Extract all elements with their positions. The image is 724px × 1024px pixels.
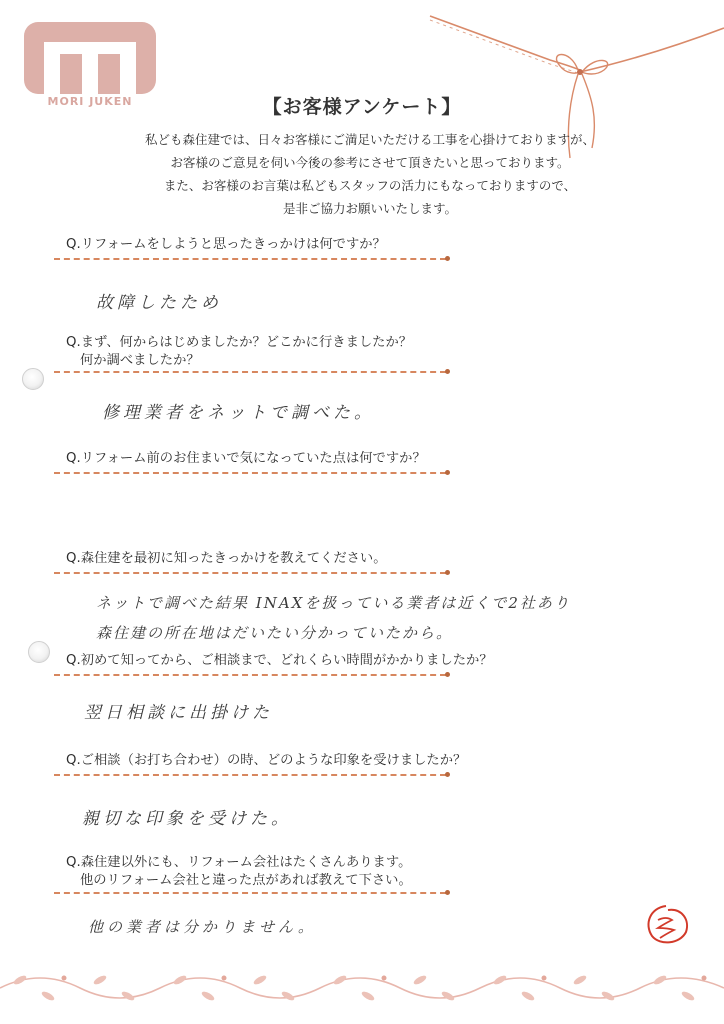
question-7	[66, 854, 496, 890]
dashed-divider	[54, 674, 446, 676]
dashed-divider	[54, 572, 446, 574]
logo-m-icon	[24, 22, 156, 94]
question-text-line2: 他のリフォーム会社と違った点があれば教えて下さい。	[80, 873, 412, 888]
page-title: 【お客様アンケート】	[262, 96, 462, 118]
answer-6: 親切な印象を受けた。	[82, 809, 292, 829]
question-text-line2: 何か調べましたか？	[80, 353, 200, 368]
punch-hole-icon	[22, 368, 44, 390]
logo-text: MORI JUKEN	[47, 95, 133, 108]
answer-7: 他の業者は分かりません。	[88, 918, 317, 936]
question-5	[66, 652, 496, 670]
question-text: Q.リフォームをしようと思ったきっかけは何ですか？	[66, 237, 386, 252]
intro-text	[80, 128, 660, 220]
question-4	[66, 550, 496, 568]
red-check-mark-icon	[642, 902, 690, 946]
dashed-divider	[54, 371, 446, 373]
answer-1: 故障したため	[96, 293, 222, 313]
intro-line: また、お客様のお言葉は私どもスタッフの活力にもなっておりますので、	[163, 178, 577, 193]
question-text: Q.ご相談（お打ち合わせ）の時、どのような印象を受けましたか？	[66, 753, 467, 768]
intro-line: 是非ご協力お願いいたします。	[282, 201, 457, 216]
question-1	[66, 236, 496, 254]
answer-4-line2: 森住建の所在地はだいたい分かっていたから。	[96, 624, 454, 642]
question-text: Q.初めて知ってから、ご相談まで、どれくらい時間がかかりましたか？	[66, 653, 493, 668]
answer-2: 修理業者をネットで調べた。	[102, 403, 375, 423]
vine-decoration-icon	[0, 958, 724, 1018]
answer-4: ネットで調べた結果 INAXを扱っている業者は近くで2社あり	[96, 594, 571, 612]
intro-line: お客様のご意見を伺い今後の参考にさせて頂きたいと思っております。	[170, 155, 570, 170]
dashed-divider	[54, 258, 446, 260]
dashed-divider	[54, 472, 446, 474]
dashed-divider	[54, 774, 446, 776]
punch-hole-icon	[28, 641, 50, 663]
question-text: Q.森住建を最初に知ったきっかけを教えてください。	[66, 551, 387, 566]
question-text: Q.まず、何からはじめましたか？どこかに行きましたか？	[66, 335, 413, 350]
question-text: Q.リフォーム前のお住まいで気になっていた点は何ですか？	[66, 451, 426, 466]
question-text: Q.森住建以外にも、リフォーム会社はたくさんあります。	[66, 855, 412, 870]
intro-line: 私ども森住建では、日々お客様にご満足いただける工事を心掛けておりますが、	[144, 132, 595, 147]
question-2	[66, 334, 496, 370]
dashed-divider	[54, 892, 446, 894]
answer-5: 翌日相談に出掛けた	[84, 703, 273, 723]
question-6	[66, 752, 496, 770]
question-3	[66, 450, 496, 468]
